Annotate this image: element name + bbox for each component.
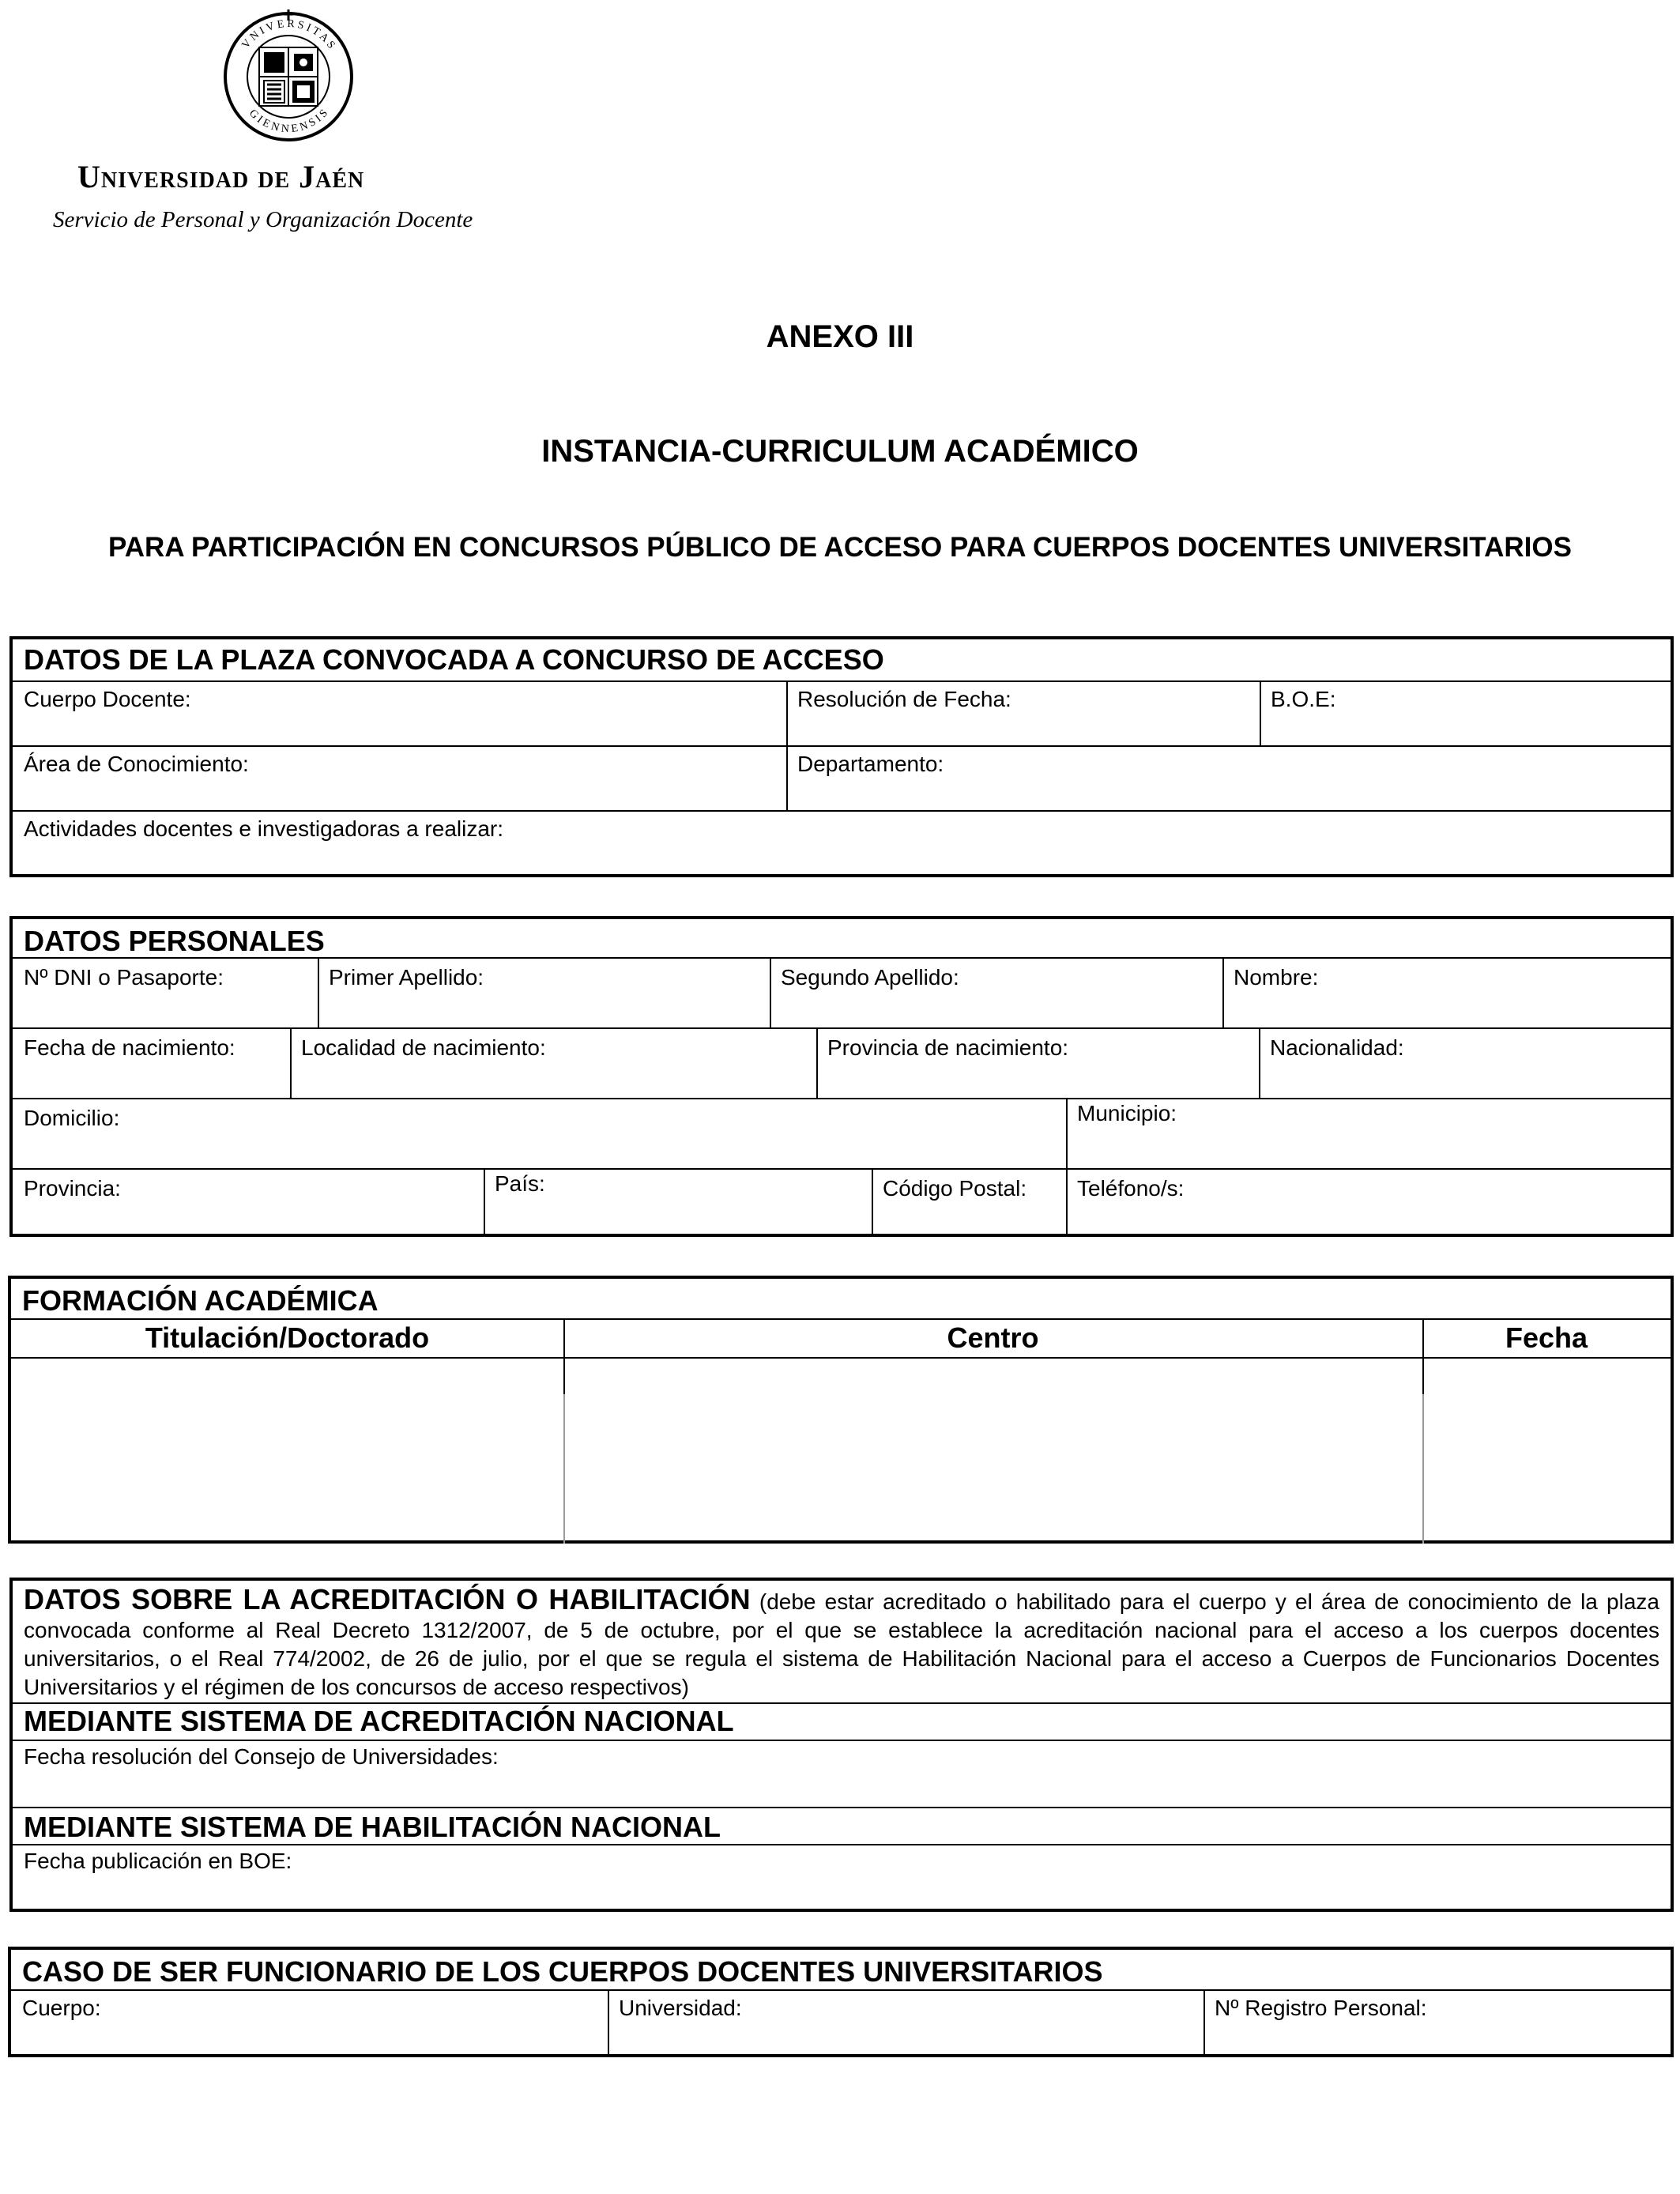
acreditacion-section xyxy=(9,1578,1674,1912)
field-boe[interactable]: B.O.E: xyxy=(1271,687,1336,711)
formacion-section-title: FORMACIÓN ACADÉMICA xyxy=(22,1284,379,1317)
university-name: Universidad de Jaén xyxy=(77,159,365,194)
field-municipio[interactable]: Municipio: xyxy=(1077,1101,1177,1125)
col-centro: Centro xyxy=(947,1321,1039,1354)
funcionario-section xyxy=(8,1947,1674,2057)
col-titulacion: Titulación/Doctorado xyxy=(145,1321,430,1354)
acreditacion-note: (debe estar acreditado o habilitado para el cuerpo y el área de conocimiento de la plaza convocada conforme al Real Decreto 1312/2007, de 5 de octubre, por el que se establece la acreditación nacional para el acceso a los cuerpos docentes universitarios, o el Real 774/2002, de 26 de julio, por el que se regula el sistema de Habilitación Nacional para el acceso a Cuerpos de Funcionarios Docentes Universitarios y el régimen de los concursos de acceso respectivos) xyxy=(24,1589,1659,1699)
formacion-titulacion-cell[interactable] xyxy=(11,1359,563,1540)
formacion-fecha-cell[interactable] xyxy=(1424,1359,1671,1540)
form-title: INSTANCIA-CURRICULUM ACADÉMICO xyxy=(541,434,1139,469)
field-universidad[interactable]: Universidad: xyxy=(619,1996,742,2020)
funcionario-section-title: CASO DE SER FUNCIONARIO DE LOS CUERPOS DOCENTES UNIVERSITARIOS xyxy=(22,1955,1103,1988)
svg-text:V N I V E R S I T A S: V N I V E R S I T A S xyxy=(239,17,337,51)
field-area-conocimiento[interactable]: Área de Conocimiento: xyxy=(24,752,249,776)
service-name: Servicio de Personal y Organización Docente xyxy=(53,207,473,232)
habilitacion-nacional-title: MEDIANTE SISTEMA DE HABILITACIÓN NACIONAL xyxy=(24,1811,721,1843)
annex-title: ANEXO III xyxy=(766,319,914,354)
formacion-section xyxy=(8,1276,1674,1544)
field-codigo-postal[interactable]: Código Postal: xyxy=(883,1176,1027,1201)
field-dni[interactable]: Nº DNI o Pasaporte: xyxy=(24,965,224,990)
field-telefono[interactable]: Teléfono/s: xyxy=(1077,1176,1185,1201)
field-localidad-nacimiento[interactable]: Localidad de nacimiento: xyxy=(301,1035,546,1060)
field-domicilio[interactable]: Domicilio: xyxy=(24,1106,120,1130)
personal-section-title: DATOS PERSONALES xyxy=(24,925,325,957)
field-pais[interactable]: País: xyxy=(495,1171,545,1196)
field-segundo-apellido[interactable]: Segundo Apellido: xyxy=(781,965,959,990)
col-fecha: Fecha xyxy=(1505,1321,1588,1354)
field-registro-personal[interactable]: Nº Registro Personal: xyxy=(1215,1996,1427,2020)
field-cuerpo[interactable]: Cuerpo: xyxy=(22,1996,101,2020)
field-provincia-nacimiento[interactable]: Provincia de nacimiento: xyxy=(827,1035,1069,1060)
svg-text:G I E N N E N S I S: G I E N N E N S I S xyxy=(246,107,331,136)
university-seal xyxy=(221,9,356,144)
field-cuerpo-docente[interactable]: Cuerpo Docente: xyxy=(24,687,191,711)
field-fecha-resolucion-consejo[interactable]: Fecha resolución del Consejo de Universidades: xyxy=(24,1744,499,1769)
field-departamento[interactable]: Departamento: xyxy=(797,752,944,776)
formacion-centro-cell[interactable] xyxy=(565,1359,1422,1540)
field-nacionalidad[interactable]: Nacionalidad: xyxy=(1270,1035,1404,1060)
form-subtitle: PARA PARTICIPACIÓN EN CONCURSOS PÚBLICO DE ACCESO PARA CUERPOS DOCENTES UNIVERSITARIOS xyxy=(108,532,1572,563)
field-actividades[interactable]: Actividades docentes e investigadoras a realizar: xyxy=(24,816,504,841)
plaza-section xyxy=(9,636,1674,877)
acreditacion-nacional-title: MEDIANTE SISTEMA DE ACREDITACIÓN NACIONAL xyxy=(24,1705,734,1737)
field-resolucion-fecha[interactable]: Resolución de Fecha: xyxy=(797,687,1011,711)
personal-section xyxy=(9,916,1674,1237)
field-fecha-publicacion-boe[interactable]: Fecha publicación en BOE: xyxy=(24,1849,292,1873)
plaza-section-title: DATOS DE LA PLAZA CONVOCADA A CONCURSO DE ACCESO xyxy=(24,643,884,676)
field-primer-apellido[interactable]: Primer Apellido: xyxy=(329,965,484,990)
acreditacion-section-title: DATOS SOBRE LA ACREDITACIÓN O HABILITACIÓN xyxy=(24,1583,751,1615)
field-provincia[interactable]: Provincia: xyxy=(24,1176,121,1201)
acreditacion-header xyxy=(24,1585,1659,1702)
field-nombre[interactable]: Nombre: xyxy=(1234,965,1319,990)
field-fecha-nacimiento[interactable]: Fecha de nacimiento: xyxy=(24,1035,235,1060)
